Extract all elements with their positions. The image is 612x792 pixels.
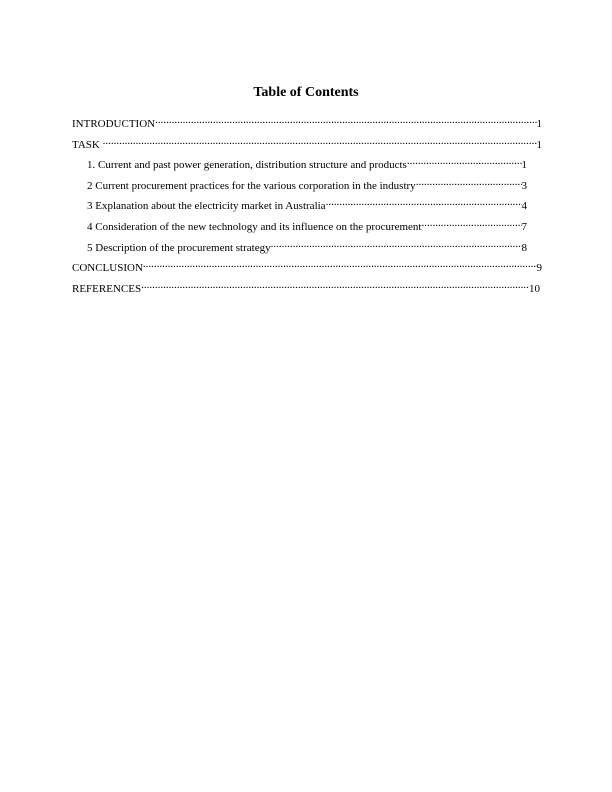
- toc-entry-introduction[interactable]: [72, 113, 542, 130]
- toc-entry-power-generation[interactable]: [87, 154, 527, 172]
- toc-title: Table of Contents: [253, 85, 359, 100]
- toc-entry-references[interactable]: [72, 278, 540, 295]
- toc-entry-label: 4 Consideration of the new technology and its influence on the procurement: [87, 220, 422, 233]
- dot-leader: [103, 134, 537, 148]
- toc-entry-label: CONCLUSION: [72, 262, 143, 275]
- toc-entry-label: TASK: [72, 138, 103, 151]
- toc-entry-label: 5 Description of the procurement strategy: [87, 241, 271, 254]
- toc-page-number: 1: [536, 138, 542, 151]
- dot-leader: [271, 237, 522, 251]
- toc-entry-label: 3 Explanation about the electricity market in Australia: [87, 200, 326, 213]
- dot-leader: [155, 113, 536, 127]
- dot-leader: [326, 195, 522, 209]
- toc-entry-label: 2 Current procurement practices for the various corporation in the industry: [87, 179, 416, 192]
- toc-entry-label: INTRODUCTION: [72, 118, 156, 130]
- toc-page-number: 7: [521, 220, 527, 233]
- dot-leader: [407, 154, 522, 168]
- toc-page-number: 4: [521, 200, 527, 213]
- toc-entry-label: 1. Current and past power generation, distribution structure and products: [87, 159, 407, 172]
- toc-page-number: 1: [536, 118, 542, 130]
- toc-page-number: 9: [536, 262, 542, 275]
- toc-page-number: 3: [521, 179, 527, 192]
- toc-page-number: 10: [529, 282, 540, 295]
- toc-entry-label: REFERENCES: [72, 282, 142, 295]
- table-of-contents: [72, 113, 542, 298]
- toc-entry-procurement-strategy[interactable]: [87, 237, 527, 254]
- dot-leader: [416, 175, 522, 189]
- dot-leader: [141, 278, 529, 292]
- dot-leader: [143, 257, 537, 271]
- toc-entry-electricity-market[interactable]: [87, 195, 527, 213]
- toc-entry-procurement-practices[interactable]: [87, 175, 527, 192]
- toc-page-number: 8: [521, 241, 527, 254]
- toc-entry-task[interactable]: [72, 134, 542, 151]
- toc-entry-new-technology[interactable]: [87, 216, 527, 233]
- toc-entry-conclusion[interactable]: [72, 257, 542, 275]
- toc-page-number: 1: [521, 159, 527, 172]
- dot-leader: [422, 216, 522, 230]
